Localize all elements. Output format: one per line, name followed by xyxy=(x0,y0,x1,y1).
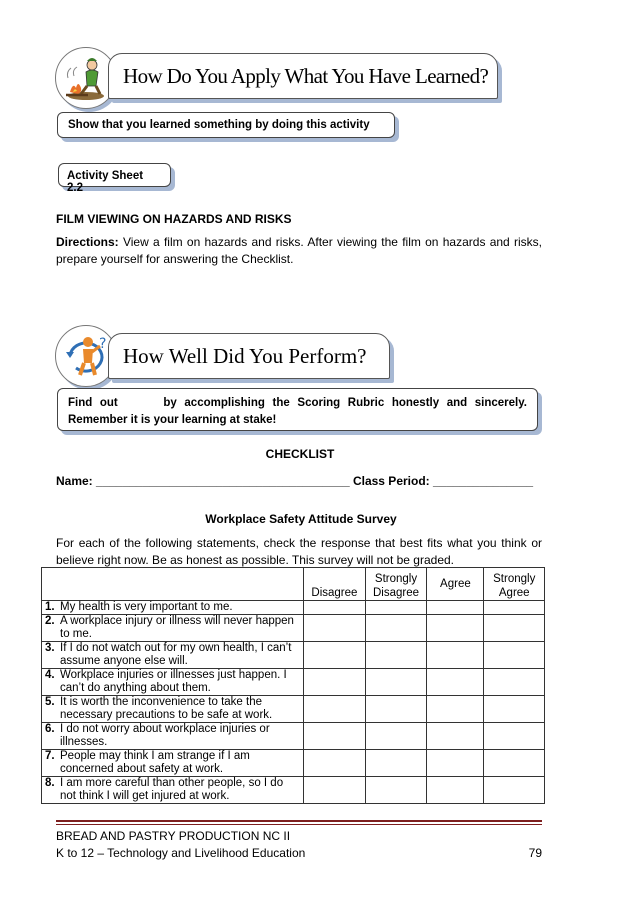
activity-label-box: Activity Sheet 2.2 xyxy=(58,163,171,187)
response-cell[interactable] xyxy=(427,777,484,804)
statement-text: Workplace injuries or illnesses just happen. I can’t do anything about them. xyxy=(60,669,287,694)
response-cell[interactable] xyxy=(304,777,366,804)
table-row xyxy=(42,642,545,669)
row-number: 2. xyxy=(45,615,55,627)
response-cell[interactable] xyxy=(484,696,545,723)
response-cell[interactable] xyxy=(484,723,545,750)
survey-table xyxy=(41,567,545,804)
table-row xyxy=(42,601,545,615)
row-number: 7. xyxy=(45,750,55,762)
response-cell[interactable] xyxy=(427,696,484,723)
response-cell[interactable] xyxy=(484,615,545,642)
thinking-person-icon xyxy=(56,326,116,386)
name-class-line: Name: ______________________________________ Class Period: _______________ xyxy=(56,474,534,488)
header-disagree: Disagree xyxy=(304,568,366,601)
footer-course: BREAD AND PASTRY PRODUCTION NC II xyxy=(56,829,291,843)
checklist-title: CHECKLIST xyxy=(265,447,335,461)
response-cell[interactable] xyxy=(484,601,545,615)
row-number: 5. xyxy=(45,696,55,708)
statement-text: If I do not watch out for my own health, I can’t assume anyone else will. xyxy=(60,642,292,667)
statement-cell xyxy=(42,601,304,615)
section1-heading: How Do You Apply What You Have Learned? xyxy=(108,53,498,99)
row-number: 3. xyxy=(45,642,55,654)
response-cell[interactable] xyxy=(484,777,545,804)
statement-cell xyxy=(42,777,304,804)
statement-text: A workplace injury or illness will never happen to me. xyxy=(60,615,294,640)
statement-text: People may think I am strange if I am concerned about safety at work. xyxy=(60,750,250,775)
statement-cell xyxy=(42,615,304,642)
header-agree: Agree xyxy=(427,568,484,601)
row-number: 8. xyxy=(45,777,55,789)
response-cell[interactable] xyxy=(427,669,484,696)
response-cell[interactable] xyxy=(304,642,366,669)
rubric-instruction-box: Find out by accomplishing the Scoring Rubric honestly and sincerely. Remember it is your learning at stake! xyxy=(57,388,538,431)
response-cell[interactable] xyxy=(427,601,484,615)
directions-text: View a film on hazards and risks. After viewing the film on hazards and risks, prepare yourself for answering the Checklist. xyxy=(56,235,542,266)
row-number: 6. xyxy=(45,723,55,735)
statement-cell xyxy=(42,642,304,669)
svg-text:?: ? xyxy=(99,336,107,352)
statement-cell xyxy=(42,669,304,696)
section2-heading: How Well Did You Perform? xyxy=(108,333,390,379)
response-cell[interactable] xyxy=(304,615,366,642)
response-cell[interactable] xyxy=(427,642,484,669)
statement-text: I am more careful than other people, so I do not think I will get injured at work. xyxy=(60,777,284,802)
table-row xyxy=(42,669,545,696)
page-number: 79 xyxy=(528,846,542,860)
response-cell[interactable] xyxy=(427,723,484,750)
row-number: 1. xyxy=(45,601,55,613)
statement-cell xyxy=(42,750,304,777)
table-row xyxy=(42,615,545,642)
response-cell[interactable] xyxy=(365,696,427,723)
response-cell[interactable] xyxy=(427,615,484,642)
response-cell[interactable] xyxy=(304,723,366,750)
survey-intro: For each of the following statements, check the response that best fits what you think or believe right now. Be as honest as possible. This survey will not be graded. xyxy=(56,536,542,567)
response-cell[interactable] xyxy=(365,601,427,615)
response-cell[interactable] xyxy=(365,669,427,696)
footer-subject: K to 12 – Technology and Livelihood Education xyxy=(56,846,306,860)
response-cell[interactable] xyxy=(304,601,366,615)
response-cell[interactable] xyxy=(304,669,366,696)
footer-rule-thin xyxy=(56,824,542,825)
statement-cell xyxy=(42,723,304,750)
statement-text: I do not worry about workplace injuries or illnesses. xyxy=(60,723,270,748)
campfire-person-icon xyxy=(56,48,116,108)
header-strongly-disagree: Strongly Disagree xyxy=(365,568,427,601)
response-cell[interactable] xyxy=(304,750,366,777)
header-row xyxy=(42,568,545,601)
response-cell[interactable] xyxy=(304,696,366,723)
response-cell[interactable] xyxy=(365,642,427,669)
header-strongly-agree: Strongly Agree xyxy=(484,568,545,601)
statement-text: My health is very important to me. xyxy=(60,601,233,613)
response-cell[interactable] xyxy=(427,750,484,777)
row-number: 4. xyxy=(45,669,55,681)
table-row xyxy=(42,696,545,723)
statement-cell xyxy=(42,696,304,723)
table-row xyxy=(42,777,545,804)
directions-label: Directions: xyxy=(56,235,119,249)
response-cell[interactable] xyxy=(484,750,545,777)
response-cell[interactable] xyxy=(365,777,427,804)
statement-header xyxy=(42,568,304,601)
footer-rule xyxy=(56,820,542,822)
instruction-box: Show that you learned something by doing this activity xyxy=(57,112,395,138)
table-row xyxy=(42,750,545,777)
response-cell[interactable] xyxy=(365,750,427,777)
survey-title: Workplace Safety Attitude Survey xyxy=(205,512,397,526)
response-cell[interactable] xyxy=(484,642,545,669)
table-row xyxy=(42,723,545,750)
statement-text: It is worth the inconvenience to take the necessary precautions to be safe at work. xyxy=(60,696,273,721)
activity-title: FILM VIEWING ON HAZARDS AND RISKS xyxy=(56,212,292,226)
response-cell[interactable] xyxy=(365,615,427,642)
response-cell[interactable] xyxy=(365,723,427,750)
response-cell[interactable] xyxy=(484,669,545,696)
directions xyxy=(56,234,542,268)
